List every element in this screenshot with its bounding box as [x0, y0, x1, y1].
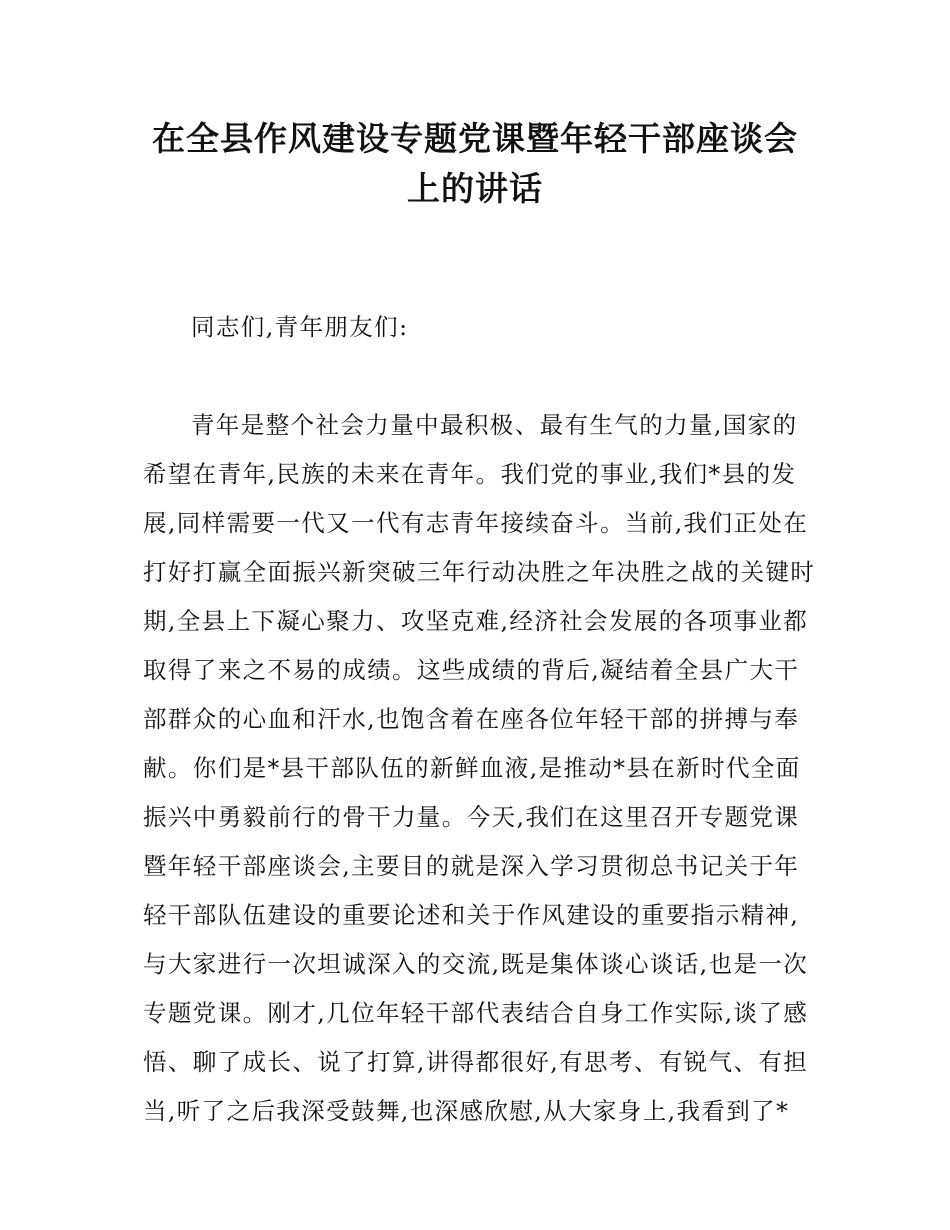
- paragraph-line: 希望在青年,民族的未来在青年。我们党的事业,我们*县的发: [143, 460, 797, 488]
- paragraph-line: 当,听了之后我深受鼓舞,也深感欣慰,从大家身上,我看到了*: [143, 1097, 790, 1125]
- paragraph-line: 期,全县上下凝心聚力、攻坚克难,经济社会发展的各项事业都: [143, 607, 809, 635]
- document-body: [143, 303, 815, 1136]
- paragraph-line: 振兴中勇毅前行的骨干力量。今天,我们在这里召开专题党课: [143, 803, 800, 831]
- paragraph-line: 悟、聊了成长、说了打算,讲得都很好,有思考、有锐气、有担: [143, 1048, 809, 1076]
- title-line-1: 在全县作风建设专题党课暨年轻干部座谈会: [152, 119, 798, 158]
- paragraph-1: [143, 401, 815, 1136]
- paragraph-line: 青年是整个社会力量中最积极、最有生气的力量,国家的: [191, 411, 798, 439]
- paragraph-line: 献。你们是*县干部队伍的新鲜血液,是推动*县在新时代全面: [143, 754, 801, 782]
- paragraph-line: 与大家进行一次坦诚深入的交流,既是集体谈心谈话,也是一次: [143, 950, 809, 978]
- document-title: [100, 114, 850, 214]
- title-line-2: 上的讲话: [407, 169, 543, 208]
- greeting: 同志们,青年朋友们:: [191, 313, 409, 341]
- paragraph-line: 展,同样需要一代又一代有志青年接续奋斗。当前,我们正处在: [143, 509, 809, 537]
- paragraph-line: 打好打赢全面振兴新突破三年行动决胜之年决胜之战的关键时: [143, 558, 816, 586]
- paragraph-line: 取得了来之不易的成绩。这些成绩的背后,凝结着全县广大干: [143, 656, 800, 684]
- paragraph-line: 专题党课。刚才,几位年轻干部代表结合自身工作实际,谈了感: [143, 999, 809, 1027]
- paragraph-line: 暨年轻干部座谈会,主要目的就是深入学习贯彻总书记关于年: [143, 852, 800, 880]
- paragraph-line: 轻干部队伍建设的重要论述和关于作风建设的重要指示精神,: [143, 901, 800, 929]
- paragraph-line: 部群众的心血和汗水,也饱含着在座各位年轻干部的拼搏与奉: [143, 705, 800, 733]
